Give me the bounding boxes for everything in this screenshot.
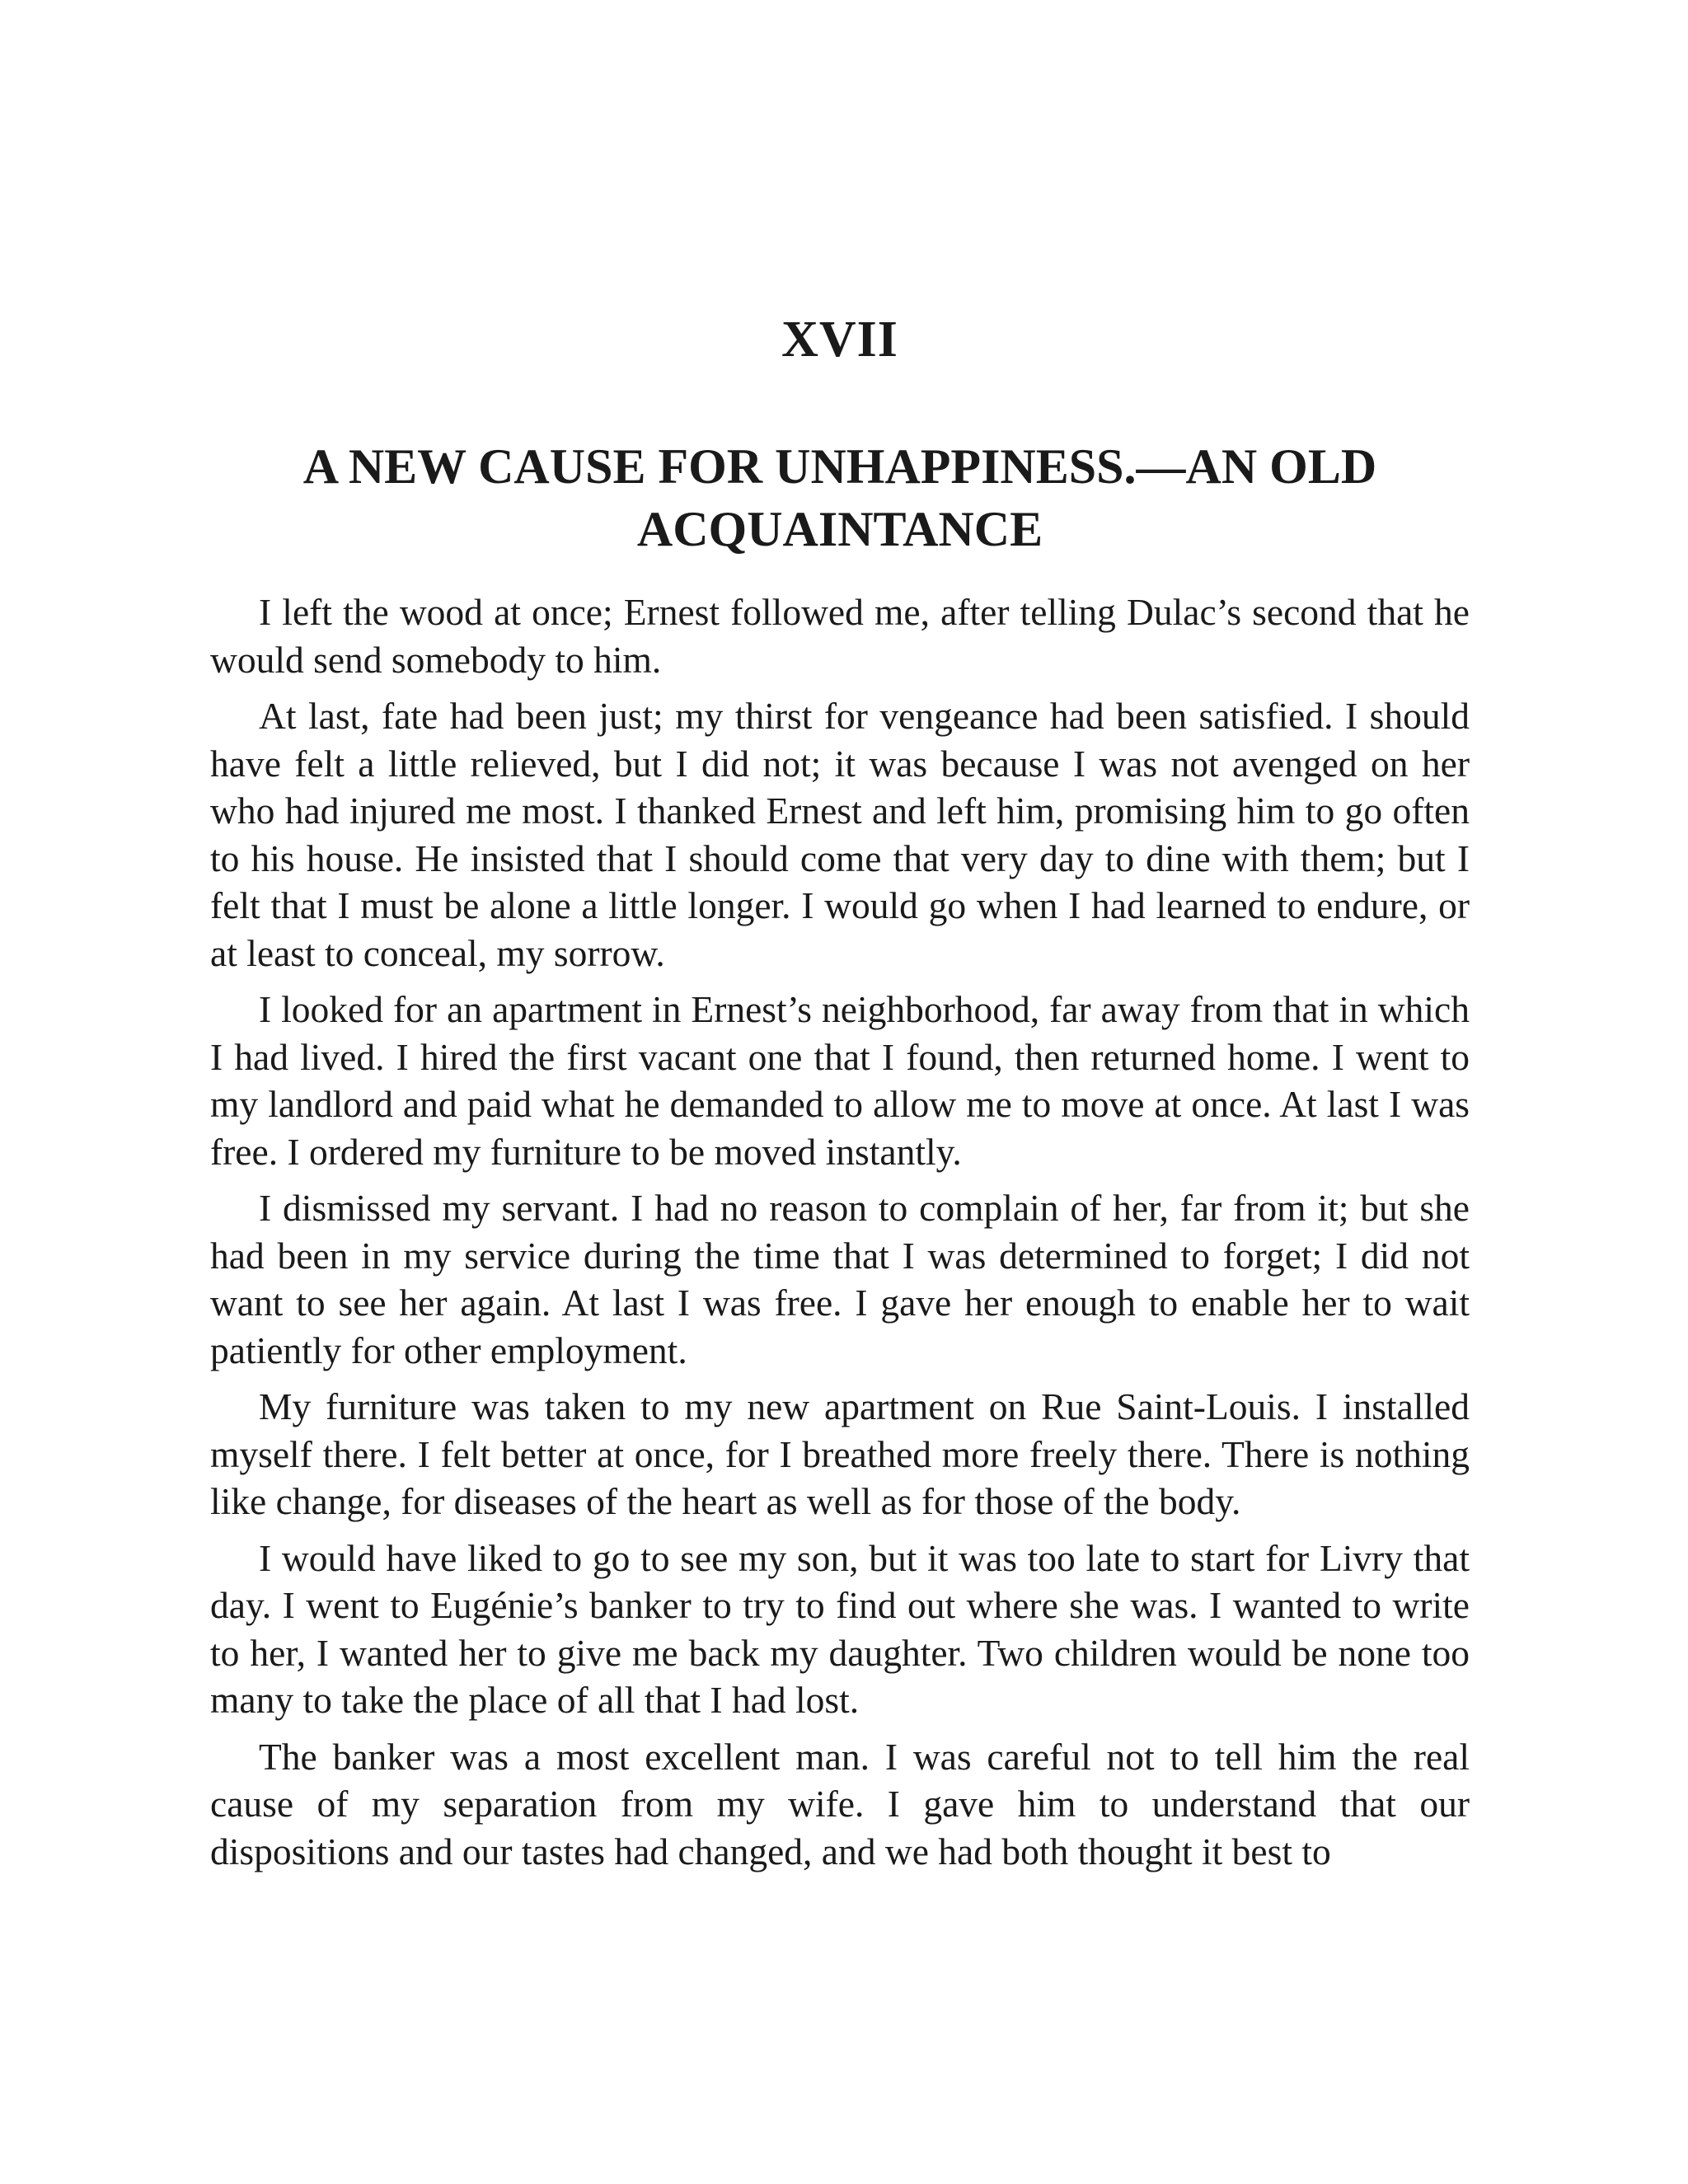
paragraph: I dismissed my servant. I had no reason to complain of her, far from it; but she had been in my service during the time that I was determined to forget; I did not want to see her again. At last I was free. I gave her enough to enable her to wait patiently for other employment.	[210, 1187, 1470, 1371]
paragraph: My furniture was taken to my new apartment on Rue Saint-Louis. I installed myself there. I felt better at once, for I breathed more freely there. There is nothing like change, for diseases of the heart as well as for those of the body.	[210, 1385, 1470, 1522]
chapter-number: XVII	[781, 312, 898, 368]
paragraph: I would have liked to go to see my son, but it was too late to start for Livry that day. I went to Eugénie’s banker to try to find out where she was. I wanted to write to her, I wanted her to give me back my daughter. Two children would be none too many to take the place of all that I had lost.	[210, 1536, 1470, 1721]
paragraph: I left the wood at once; Ernest followed me, after telling Dulac’s second that he would send somebody to him.	[210, 591, 1470, 681]
paragraph: The banker was a most excellent man. I was careful not to tell him the real cause of my separation from my wife. I gave him to understand that our dispositions and our tastes had changed, and we had both thought it best to	[210, 1735, 1470, 1872]
chapter-title: A NEW CAUSE FOR UNHAPPINESS.—AN OLD ACQUAINTANCE	[302, 439, 1377, 556]
book-page	[210, 0, 1470, 2184]
paragraph: I looked for an apartment in Ernest’s neighborhood, far away from that in which I had lived. I hired the first vacant one that I found, then returned home. I went to my landlord and paid what he demanded to allow me to move at once. At last I was free. I ordered my furniture to be moved instantly.	[210, 988, 1470, 1173]
paragraph: At last, fate had been just; my thirst for vengeance had been satisfied. I should have felt a little relieved, but I did not; it was because I was not avenged on her who had injured me most. I thanked Ernest and left him, promising him to go often to his house. He insisted that I should come that very day to dine with them; but I felt that I must be alone a little longer. I would go when I had learned to endure, or at least to conceal, my sorrow.	[210, 695, 1470, 974]
chapter-body	[210, 588, 1470, 1884]
